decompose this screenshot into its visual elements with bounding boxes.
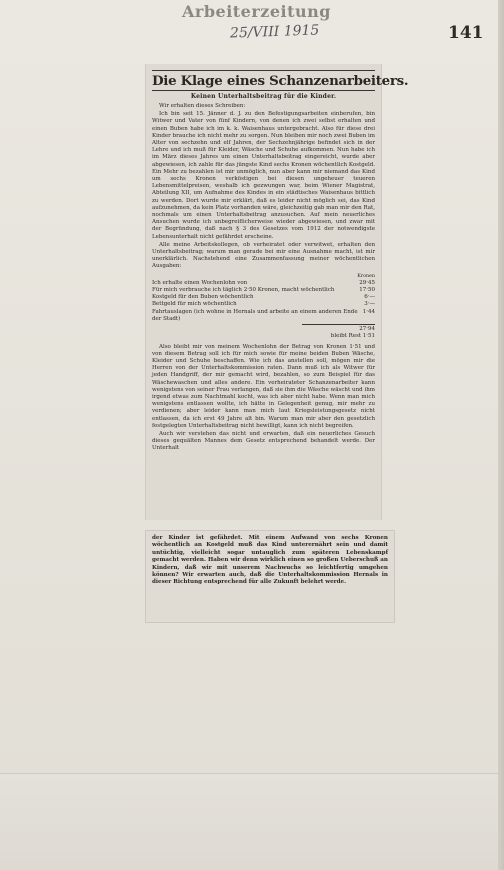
lower-page-area [0,774,498,870]
expense-amount: 3·— [364,301,375,308]
expense-amount: 1·44 [362,308,375,315]
article-paragraph: Alle meine Arbeitskollegen, ob verheiratet oder verwitwet, erhalten den Unterhaltsbeitrag; warum man gerade bei mir eine Ausnahme macht, ist mir unerklärlich. Nachstehend eine Zusammenfassung meiner wöchentlichen Ausgaben: [152,241,375,270]
handwritten-date: 25/VIII 1915 [229,22,320,42]
expense-row [152,287,375,294]
expense-amount: 6·— [364,294,375,301]
article-headline: Die Klage eines Schanzenarbeiters. [152,70,375,91]
expense-row [152,294,375,301]
newspaper-stamp: Arbeiterzeitung [182,2,331,21]
expense-label: Kostgeld für den Buben wöchentlich [152,294,254,301]
expense-total: 27·94 [359,326,375,333]
expense-label: Fahrtauslagen (ich wohne in Hernals und arbeite an einem anderen Ende der Stadt) [152,308,358,322]
expense-amount: 17·50 [359,287,375,294]
expense-label: Für mich verbrauche ich täglich 2·50 Kronen, macht wöchentlich [152,287,335,294]
page-edge [498,0,504,870]
rest-label: bleibt Rest [330,333,361,340]
article-intro: Wir erhalten dieses Schreiben: [159,103,246,109]
expense-row [152,301,375,308]
article-paragraph: Also bleibt mir von meinem Wochenlohn der Betrag von Kronen 1·51 und von diesem Betrag soll ich für mich sowie für meine beiden Buben Wäsche, Kleider und Schuhe beschaffen. Wie ich das anstellen soll, mögen mir die Herren von der Unterhaltskommission raten. Dann muß ich als Witwer für jeden Handgriff, der mir gemacht wird, bezahlen, so zum Beispiel für das Wäschewaschen und alles andere. Ein verheirateter Schanzenarbeiter kann wenigstens von seiner Frau verlangen, daß sie ihm die Wäsche wäscht und ihm irgend etwas zum Nachtmahl kocht, was ich aber nicht habe. Wenn man mich wenigstens entlassen wollte, ich hätte in Gelegenheit genug, mir mehr zu verdienen; aber leider kann man mich laut Kriegsleistungsgesetz nicht entlassen, da ich erst 49 Jahre alt bin. Warum man mir aber den gesetzlich festgelegten Unterhaltsbeitrag nicht bewilligt, kann ich nicht begreifen. [152,343,375,429]
expense-row [152,309,375,323]
article-paragraph: Auch wir verstehen das nicht und erwarten, daß ein neuerliches Gesuch dieses gequälten Mannes dem Gesetz entsprechend behandelt werde. Der Unterhalt [152,430,375,452]
expense-label: Ich erhalte einen Wochenlohn von [152,279,248,286]
article-continuation: der Kinder ist gefährdet. Mit einem Aufwand von sechs Kronen wöchentlich an Kostgeld muß das Kind unterernährt sein und damit untüchtig, vielleicht sogar untauglich zum späteren Lebenskampf gemacht werden. Haben wir denn wirklich einen so großen Ueberschuß an Kindern, daß wir mit unserem Nachwuchs so leichtfertig umgehen können? Wir erwarten auch, daß die Unterhaltskommission Hernals in dieser Richtung entsprechend für alle Zukunft belehrt werde. [152,535,388,586]
article-clipping [145,64,409,520]
expense-label: Bettgeld für mich wöchentlich [152,301,237,308]
sum-rule [302,324,375,325]
article-continuation-clipping [145,530,395,623]
currency-header: Kronen [357,273,375,279]
rest-amount: 1·51 [362,333,375,340]
page-number: 141 [448,23,484,43]
article-paragraph: Ich bin seit 15. Jänner d. J. zu den Befestigungsarbeiten einberufen, bin Witwer und Vater von fünf Kindern, von denen ich zwei selbst erhalten und einen Buben habe ich im k. k. Waisenhaus untergebracht. Also für diese drei Kinder brauche ich nicht mehr zu sorgen. Nun bleiben mir noch zwei Buben im Alter von sechzehn und elf Jahren, der Sechzehnjährige befindet sich in der Lehre und ich muß für Kleider, Wäsche und Schuhe aufkommen. Nun habe ich im März dieses Jahres um einen Unterhaltsbeitrag eingereicht, wurde aber abgewiesen, ich zahle für das jüngste Kind sechs Kronen wöchentlich Kostgeld. Ein Mehr zu bezahlen ist mir unmöglich, nun aber kann mir niemand das Kind um sechs Kronen verköstigen bei diesen ungeheuer teueren Lebensmittelpreisen, weshalb ich gezwungen war, beim Wiener Magistrat, Abteilung XII, um Aufnahme des Kindes in ein städtisches Waisenhaus bittlich zu werden. Dort wurde mir erklärt, daß es leider nicht möglich sei, das Kind aufzunehmen, da kein Platz vorhanden wäre, gleichzeitig gab man mir den Rat, nochmals um einen Unterhaltsbeitrag anzusuchen. Auf mein neuerliches Ansuchen wurde ich unbegreiflicherweise wieder abgewiesen, und zwar mit der Begründung, daß nach § 3 des Gesetzes vom 1912 der notwendigste Lebensunterhalt nicht gefährdet erscheine. [152,111,375,240]
expense-amount: 29·45 [359,279,375,286]
expense-row [152,280,375,287]
article-subheadline: Keinen Unterhaltsbeitrag für die Kinder. [190,93,337,100]
expense-rest [152,333,375,340]
expense-table [152,273,375,341]
